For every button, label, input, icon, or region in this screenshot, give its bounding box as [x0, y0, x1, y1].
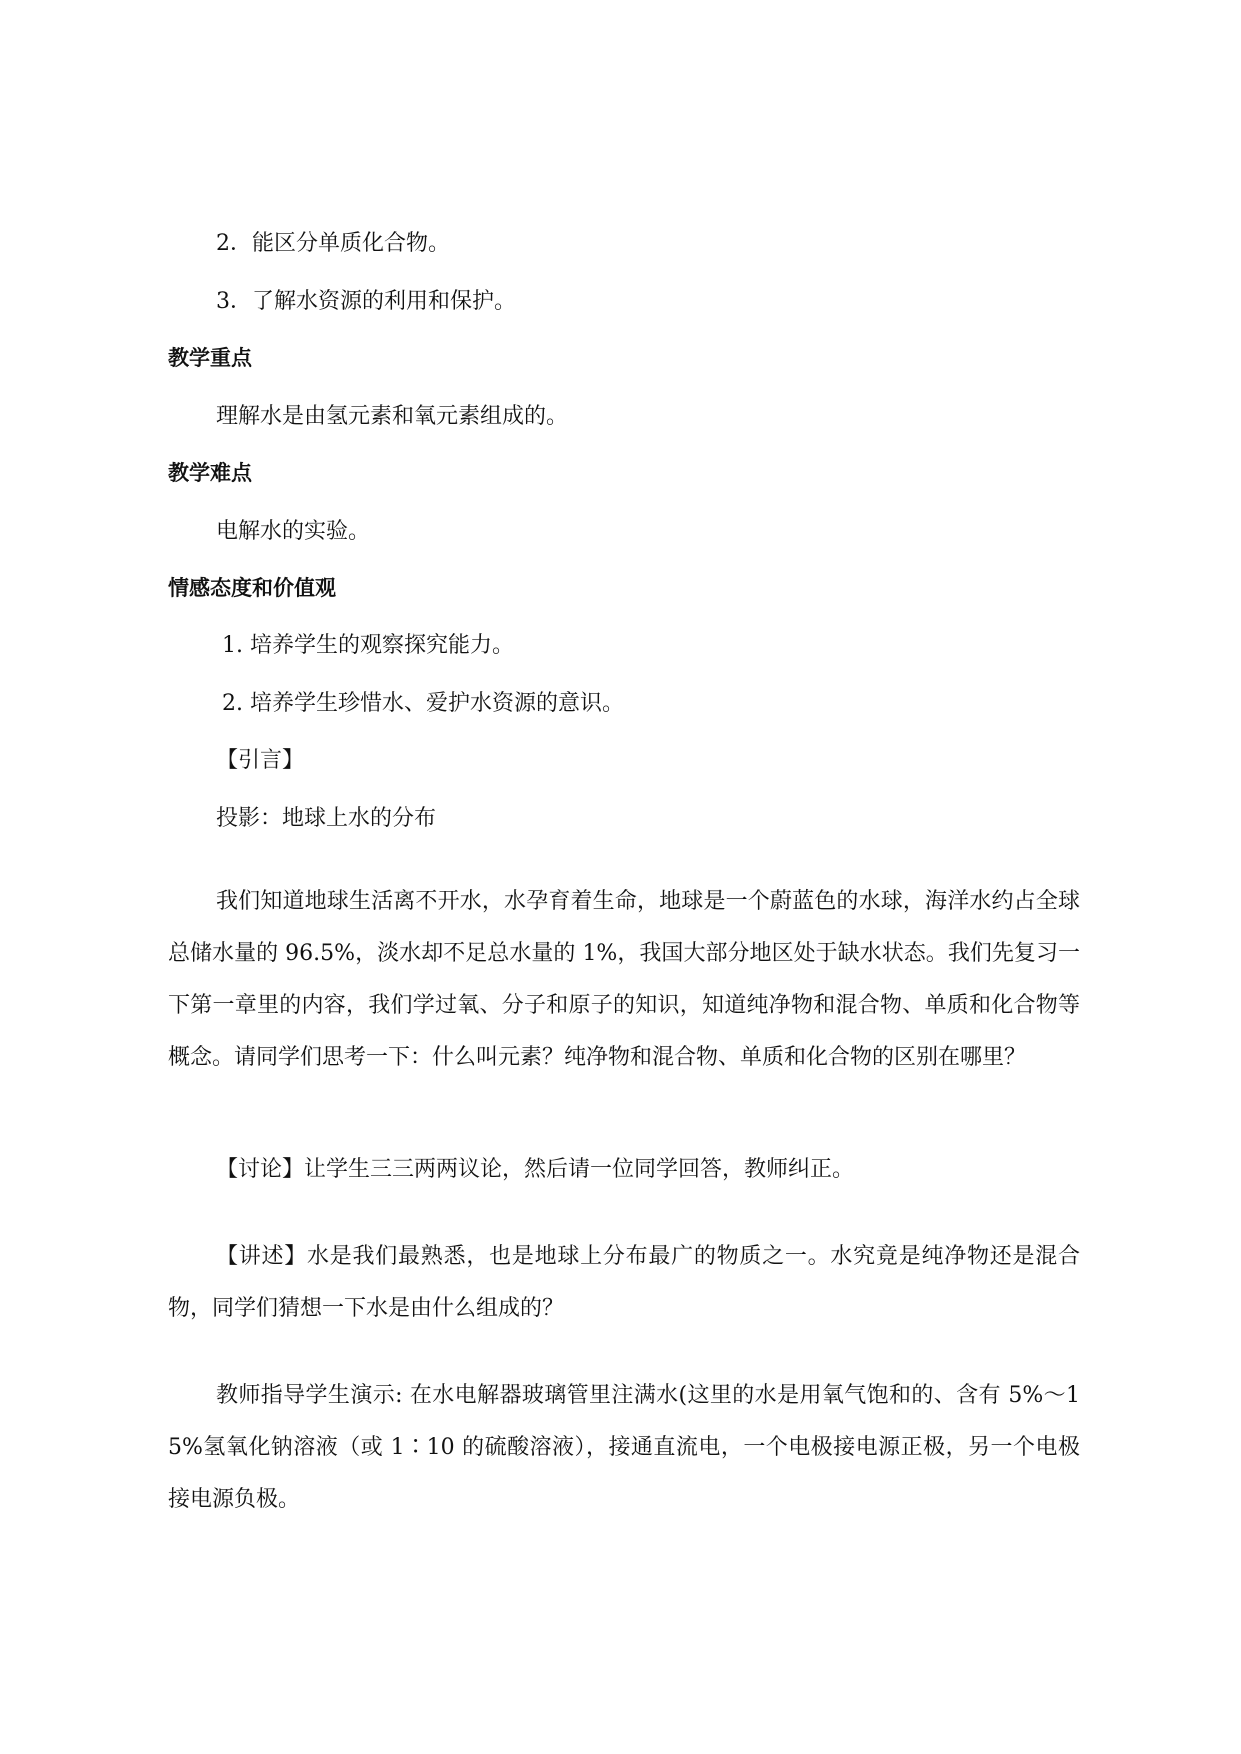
intro-paragraph: 我们知道地球生活离不开水，水孕育着生命，地球是一个蔚蓝色的水球，海洋水约占全球总储水量的 96.5%，淡水却不足总水量的 1%，我国大部分地区处于缺水状态。我们先复习一下第一章里的内容，我们学过氧、分子和原子的知识，知道纯净物和混合物、单质和化合物等概念。请同学们思考一下：什么叫元素？纯净物和混合物、单质和化合物的区别在哪里？: [168, 889, 1080, 1070]
intro-tag: 【引言】: [216, 748, 305, 773]
demo-paragraph: 教师指导学生演示: 在水电解器玻璃管里注满水(这里的水是用氧气饱和的、含有 5%～15%氢氧化钠溶液（或 1∶10 的硫酸溶液），接通直流电，一个电极接电源正极，另一个电极接电源负极。: [168, 1383, 1080, 1512]
values-item-1: 1. 培养学生的观察探究能力。: [222, 633, 514, 658]
values-heading: 情感态度和价值观: [168, 576, 336, 600]
lecture-paragraph: 【讲述】水是我们最熟悉，也是地球上分布最广的物质之一。水究竟是纯净物还是混合物，同学们猜想一下水是由什么组成的？: [168, 1244, 1080, 1321]
objective-item-2: 2．能区分单质化合物。: [216, 231, 450, 256]
key-point-heading: 教学重点: [168, 346, 252, 370]
projection-line: 投影：地球上水的分布: [216, 806, 437, 831]
difficulty-text: 电解水的实验。: [216, 519, 371, 544]
difficulty-heading: 教学难点: [168, 461, 252, 485]
values-item-2: 2. 培养学生珍惜水、爱护水资源的意识。: [222, 691, 624, 716]
objective-item-3: 3．了解水资源的利用和保护。: [216, 289, 516, 314]
discussion-paragraph: 【讨论】让学生三三两两议论，然后请一位同学回答，教师纠正。: [216, 1157, 855, 1182]
key-point-text: 理解水是由氢元素和氧元素组成的。: [216, 404, 569, 429]
